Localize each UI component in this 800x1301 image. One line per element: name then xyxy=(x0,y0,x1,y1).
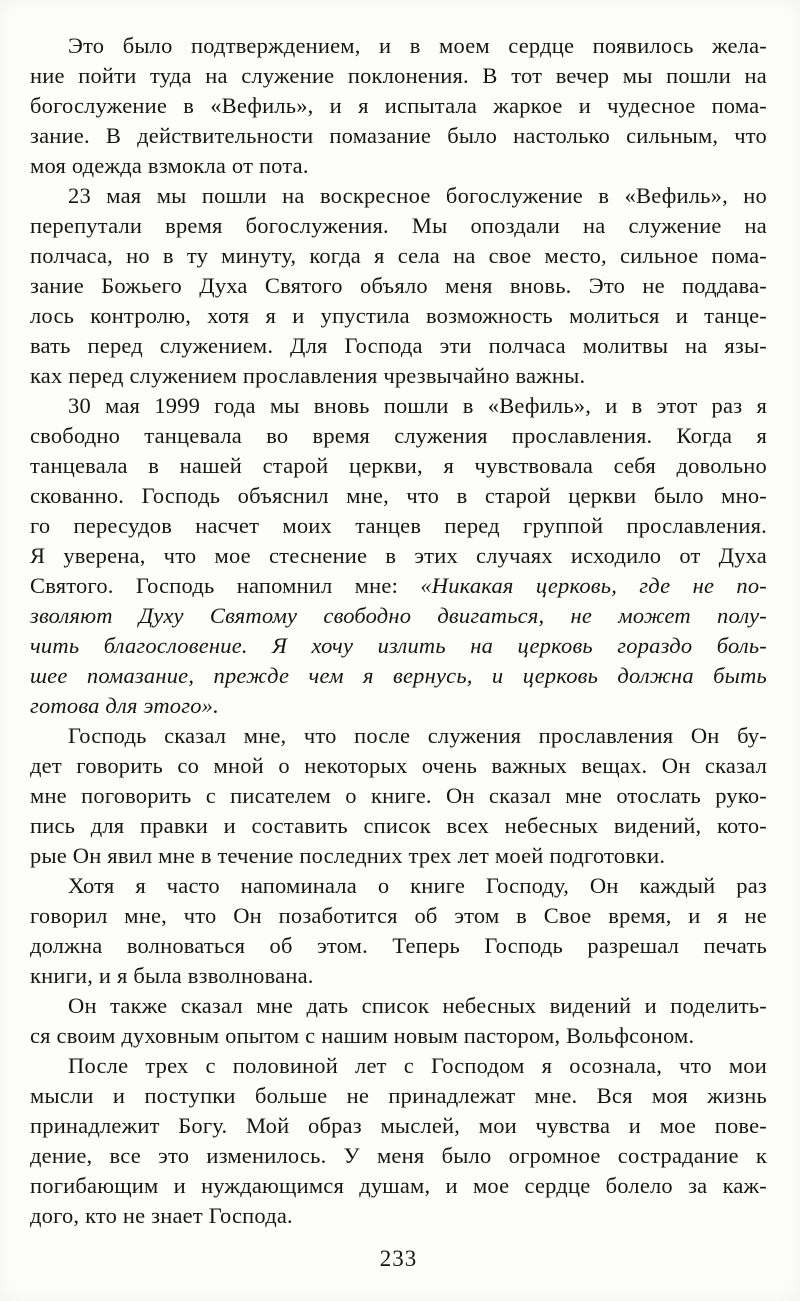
text-line xyxy=(30,931,767,961)
body-text: ках перед служением прославления чрезвычайно важны. xyxy=(30,363,586,388)
body-text: перепутали время богослужения. Мы опоздали на служение на xyxy=(30,213,767,238)
quoted-italic-text: зволяют Духу Святому свободно двигаться, не может полу- xyxy=(30,603,767,628)
text-line xyxy=(30,1081,767,1111)
body-text: скованно. Господь объяснил мне, что в старой церкви было мно- xyxy=(30,483,767,508)
text-line xyxy=(30,871,767,901)
text-line xyxy=(30,421,767,451)
body-text: богослужение в «Вефиль», и я испытала жаркое и чудесное пома- xyxy=(30,93,767,118)
page-text xyxy=(30,31,767,1231)
body-text: дение, все это изменилось. У меня было огромное сострадание к xyxy=(30,1143,767,1168)
body-text: го пересудов насчет моих танцев перед группой прославления. xyxy=(30,513,767,538)
text-line xyxy=(30,781,767,811)
body-text: книги, и я была взволнована. xyxy=(30,963,314,988)
body-text: полчаса, но в ту минуту, когда я села на свое место, сильное пома- xyxy=(30,243,767,268)
body-text: мысли и поступки больше не принадлежат мне. Вся моя жизнь xyxy=(30,1083,767,1108)
body-text: Господь сказал мне, что после служения прославления Он бу- xyxy=(68,723,767,748)
text-line xyxy=(30,151,767,181)
body-text: Он также сказал мне дать список небесных видений и поделить- xyxy=(68,993,767,1018)
quoted-italic-text: готова для этого». xyxy=(30,693,219,718)
text-line xyxy=(30,241,767,271)
page-number: 233 xyxy=(379,1246,418,1271)
body-text: вать перед служением. Для Господа эти полчаса молитвы на язы- xyxy=(30,333,767,358)
body-text: рые Он явил мне в течение последних трех лет моей подготовки. xyxy=(30,843,666,868)
text-line xyxy=(30,391,767,421)
text-line xyxy=(30,181,767,211)
text-line xyxy=(30,481,767,511)
body-text: лось контролю, хотя я и упустила возможность молиться и танце- xyxy=(30,303,767,328)
text-line xyxy=(30,211,767,241)
text-line xyxy=(30,811,767,841)
text-line xyxy=(30,61,767,91)
body-text: Это было подтверждением, и в моем сердце появилось жела- xyxy=(68,33,767,58)
text-line xyxy=(30,31,767,61)
body-text: пись для правки и составить список всех небесных видений, кото- xyxy=(30,813,767,838)
text-line xyxy=(30,1021,767,1051)
body-text: принадлежит Богу. Мой образ мыслей, мои чувства и мое пове- xyxy=(30,1113,767,1138)
body-text: свободно танцевала во время служения прославления. Когда я xyxy=(30,423,767,448)
body-text: зание. В действительности помазание было настолько сильным, что xyxy=(30,123,767,148)
body-text: зание Божьего Духа Святого объяло меня вновь. Это не поддава- xyxy=(30,273,767,298)
body-text: Святого. Господь напомнил мне: xyxy=(30,573,421,598)
body-text: Хотя я часто напоминала о книге Господу, Он каждый раз xyxy=(68,873,767,898)
text-line xyxy=(30,991,767,1021)
body-text: танцевала в нашей старой церкви, я чувствовала себя довольно xyxy=(30,453,767,478)
text-line xyxy=(30,1201,767,1231)
body-text: моя одежда взмокла от пота. xyxy=(30,153,309,178)
text-line xyxy=(30,751,767,781)
quoted-italic-text: шее помазание, прежде чем я вернусь, и церковь должна быть xyxy=(30,663,767,688)
text-line xyxy=(30,1111,767,1141)
quoted-italic-text: чить благословение. Я хочу излить на церковь гораздо боль- xyxy=(30,633,767,658)
text-line xyxy=(30,331,767,361)
body-text: дого, кто не знает Господа. xyxy=(30,1203,293,1228)
quoted-italic-text: «Никакая церковь, где не по- xyxy=(420,573,767,598)
text-line xyxy=(30,1051,767,1081)
text-line xyxy=(30,91,767,121)
text-line xyxy=(30,1141,767,1171)
body-text: 30 мая 1999 года мы вновь пошли в «Вефиль», и в этот раз я xyxy=(68,393,767,418)
text-line xyxy=(30,1171,767,1201)
body-text: Я уверена, что мое стеснение в этих случаях исходило от Духа xyxy=(30,543,767,568)
text-line xyxy=(30,691,767,721)
text-line xyxy=(30,361,767,391)
text-line xyxy=(30,901,767,931)
text-line xyxy=(30,541,767,571)
text-line xyxy=(30,121,767,151)
body-text: дет говорить со мной о некоторых очень важных вещах. Он сказал xyxy=(30,753,767,778)
text-line xyxy=(30,841,767,871)
text-line xyxy=(30,721,767,751)
body-text: 23 мая мы пошли на воскресное богослужение в «Вефиль», но xyxy=(68,183,767,208)
text-line xyxy=(30,661,767,691)
body-text: должна волноваться об этом. Теперь Господь разрешал печать xyxy=(30,933,767,958)
text-line xyxy=(30,511,767,541)
body-text: говорил мне, что Он позаботится об этом в Свое время, и я не xyxy=(30,903,767,928)
text-line xyxy=(30,601,767,631)
text-line xyxy=(30,961,767,991)
text-line xyxy=(30,631,767,661)
text-line xyxy=(30,301,767,331)
body-text: ние пойти туда на служение поклонения. В тот вечер мы пошли на xyxy=(30,63,767,88)
body-text: погибающим и нуждающимся душам, и мое сердце болело за каж- xyxy=(30,1173,767,1198)
text-line xyxy=(30,451,767,481)
text-line xyxy=(30,271,767,301)
body-text: мне поговорить с писателем о книге. Он сказал мне отослать руко- xyxy=(30,783,767,808)
body-text: ся своим духовным опытом с нашим новым пастором, Вольфсоном. xyxy=(30,1023,695,1048)
text-line xyxy=(30,571,767,601)
body-text: После трех с половиной лет с Господом я осознала, что мои xyxy=(68,1053,767,1078)
